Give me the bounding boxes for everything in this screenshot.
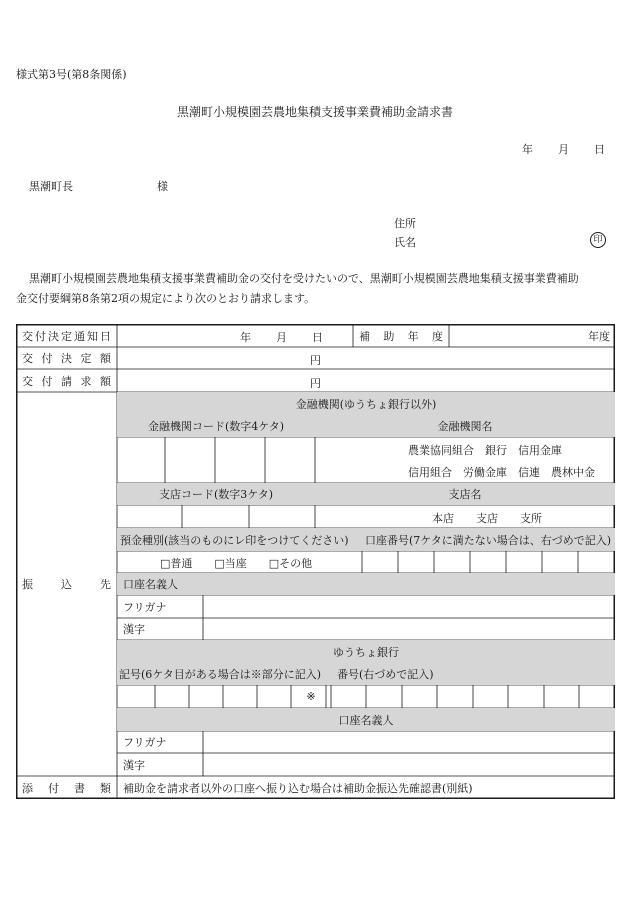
date-day-label: 日	[594, 143, 605, 156]
decision-amount-label: 交 付 決 定 額	[22, 352, 111, 365]
yucho-number-label: 番号(右づめで記入)	[337, 668, 434, 681]
bank-name-label: 金融機関名	[437, 420, 493, 433]
date-month-label: 月	[558, 143, 569, 156]
request-form-table	[16, 324, 615, 799]
document-title: 黒潮町小規模園芸農地集積支援事業費補助金請求書	[176, 105, 453, 119]
yucho-furigana-field[interactable]	[203, 731, 615, 753]
furigana-field[interactable]	[203, 595, 615, 618]
yucho-kanji-field[interactable]	[203, 753, 615, 776]
fiscal-year-unit: 年度	[588, 329, 610, 343]
form-number: 様式第3号(第8条関係)	[16, 68, 127, 81]
name-label: 氏名	[394, 236, 416, 249]
date-year-label: 年	[522, 143, 533, 156]
notice-date-label: 交 付 決 定 通 知 日	[22, 329, 111, 343]
deposit-type-label: 預金種別(該当のものにレ印をつけてください)	[120, 533, 349, 547]
yucho-holder-label: 口座名義人	[338, 713, 394, 727]
yucho-asterisk: ※	[306, 690, 316, 703]
bank-code-label: 金融機関コード(数字4ケタ)	[147, 420, 285, 433]
request-amount-label: 交 付 請 求 額	[22, 374, 111, 388]
branch-name-label: 支店名	[448, 488, 482, 501]
kanji-label: 漢字	[123, 623, 145, 636]
account-holder-label: 口座名義人	[123, 578, 178, 591]
seal-mark: 印	[590, 232, 606, 248]
branch-types: 本店 支店 支所	[432, 512, 542, 525]
deposit-type-options[interactable]: □普通 □当座 □その他	[160, 557, 313, 570]
address-label: 住所	[394, 217, 416, 230]
transfer-destination-label: 振 込 先	[22, 578, 111, 591]
notice-year-label: 年	[240, 331, 251, 344]
yucho-header: ゆうちょ銀行	[333, 645, 399, 659]
branch-code-label: 支店コード(数字3ケタ)	[158, 488, 274, 501]
addressee-honorific: 様	[157, 180, 168, 193]
account-number-label: 口座番号(7ケタに満たない場合は、右づめで記入)	[365, 533, 612, 547]
notice-day-label: 日	[312, 331, 323, 344]
yucho-kanji-label: 漢字	[123, 758, 145, 772]
bank-header: 金融機関(ゆうちょ銀行以外)	[295, 397, 437, 411]
fiscal-year-label: 補 助 年 度	[359, 329, 443, 343]
decision-amount-yen: 円	[310, 354, 321, 367]
body-text-line1: 黒潮町小規模園芸農地集積支援事業費補助金の交付を受けたいので、黒潮町小規模園芸農地集積支援事業費補助	[29, 272, 579, 285]
bank-types-line2: 信用組合 労働金庫 信連 農林中金	[408, 466, 595, 479]
furigana-label: フリガナ	[123, 600, 167, 614]
notice-month-label: 月	[276, 331, 287, 344]
body-text-line2: 金交付要綱第8条第2項の規定により次のとおり請求します。	[16, 292, 316, 305]
addressee-name: 黒潮町長	[29, 180, 73, 193]
bank-types-line1: 農業協同組合 銀行 信用金庫	[408, 444, 562, 457]
attachment-text: 補助金を請求者以外の口座へ振り込む場合は補助金振込先確認書(別紙)	[123, 781, 473, 795]
kanji-field[interactable]	[203, 618, 615, 640]
yucho-furigana-label: フリガナ	[123, 736, 167, 749]
yucho-symbol-label: 記号(6ケタ目がある場合は※部分に記入)	[119, 668, 322, 681]
attachment-label: 添 付 書 類	[22, 781, 111, 795]
request-amount-yen: 円	[310, 377, 321, 390]
